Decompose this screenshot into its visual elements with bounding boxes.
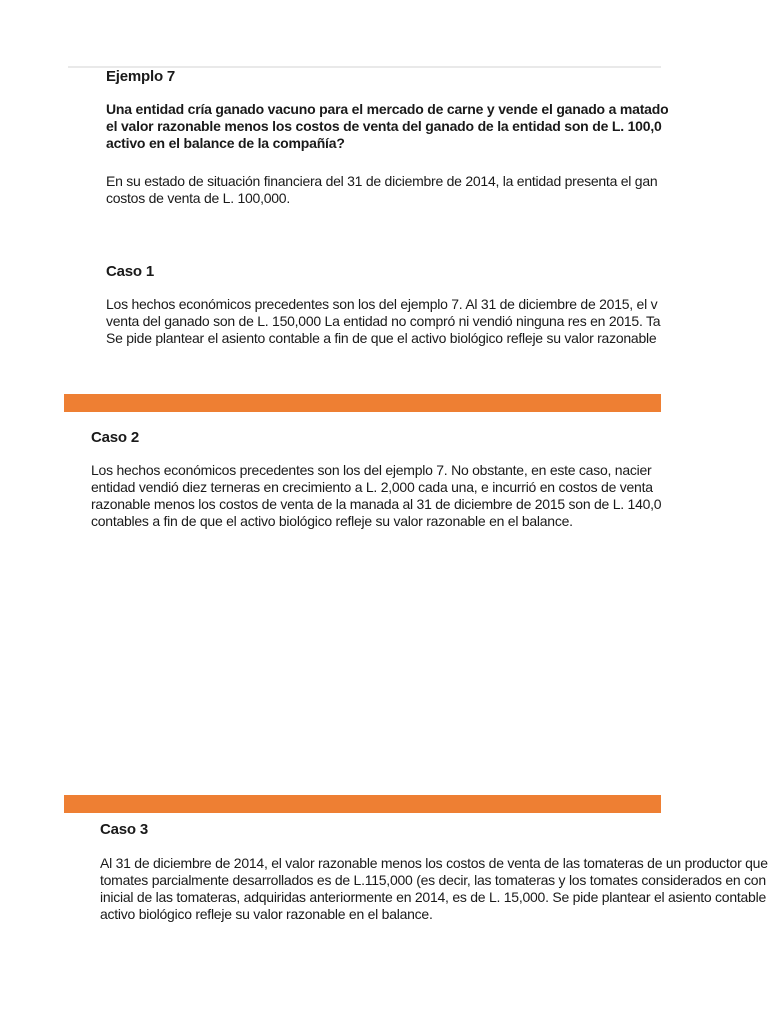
section-divider-bar: [64, 394, 661, 412]
ejemplo7-question-line: activo en el balance de la compañía?: [106, 135, 345, 151]
ejemplo7-question-line: el valor razonable menos los costos de venta del ganado de la entidad son de L. 100,0: [106, 118, 662, 134]
caso1-title: Caso 1: [106, 263, 154, 280]
caso1-line: venta del ganado son de L. 150,000 La entidad no compró ni vendió ninguna res en 2015. Ta: [106, 313, 661, 329]
caso2-line: entidad vendió diez terneras en crecimiento a L. 2,000 cada una, e incurrió en costos de venta: [91, 479, 653, 495]
ejemplo7-answer-line: En su estado de situación financiera del 31 de diciembre de 2014, la entidad presenta el gan: [106, 173, 658, 189]
caso2-line: Los hechos económicos precedentes son los del ejemplo 7. No obstante, en este caso, nacier: [91, 462, 652, 478]
caso1-body: [106, 296, 668, 347]
ejemplo7-answer: [106, 173, 668, 207]
caso2-body: [91, 462, 668, 530]
ejemplo7-title: Ejemplo 7: [106, 68, 176, 85]
caso3-line: activo biológico refleje su valor razonable en el balance.: [100, 906, 433, 922]
caso3-line: Al 31 de diciembre de 2014, el valor razonable menos los costos de venta de las tomateras de un productor que: [100, 855, 768, 871]
caso1-line: Se pide plantear el asiento contable a fin de que el activo biológico refleje su valor razonable: [106, 330, 657, 346]
caso1-line: Los hechos económicos precedentes son los del ejemplo 7. Al 31 de diciembre de 2015, el v: [106, 296, 658, 312]
caso3-body: [100, 855, 768, 923]
caso2-line: contables a fin de que el activo biológico refleje su valor razonable en el balance.: [91, 513, 573, 529]
ejemplo7-answer-line: costos de venta de L. 100,000.: [106, 190, 290, 206]
ejemplo7-question-line: Una entidad cría ganado vacuno para el mercado de carne y vende el ganado a matado: [106, 101, 668, 117]
caso2-line: razonable menos los costos de venta de la manada al 31 de diciembre de 2015 son de L. 140,0: [91, 496, 662, 512]
caso3-line: tomates parcialmente desarrollados es de L.115,000 (es decir, las tomateras y los tomates considerados en con: [100, 872, 766, 888]
ejemplo7-question: [106, 101, 668, 152]
caso3-title: Caso 3: [100, 821, 148, 838]
caso2-title: Caso 2: [91, 429, 139, 446]
caso3-line: inicial de las tomateras, adquiridas anteriormente en 2014, es de L. 15,000. Se pide plantear el asiento contable: [100, 889, 766, 905]
section-divider-bar: [64, 795, 661, 813]
